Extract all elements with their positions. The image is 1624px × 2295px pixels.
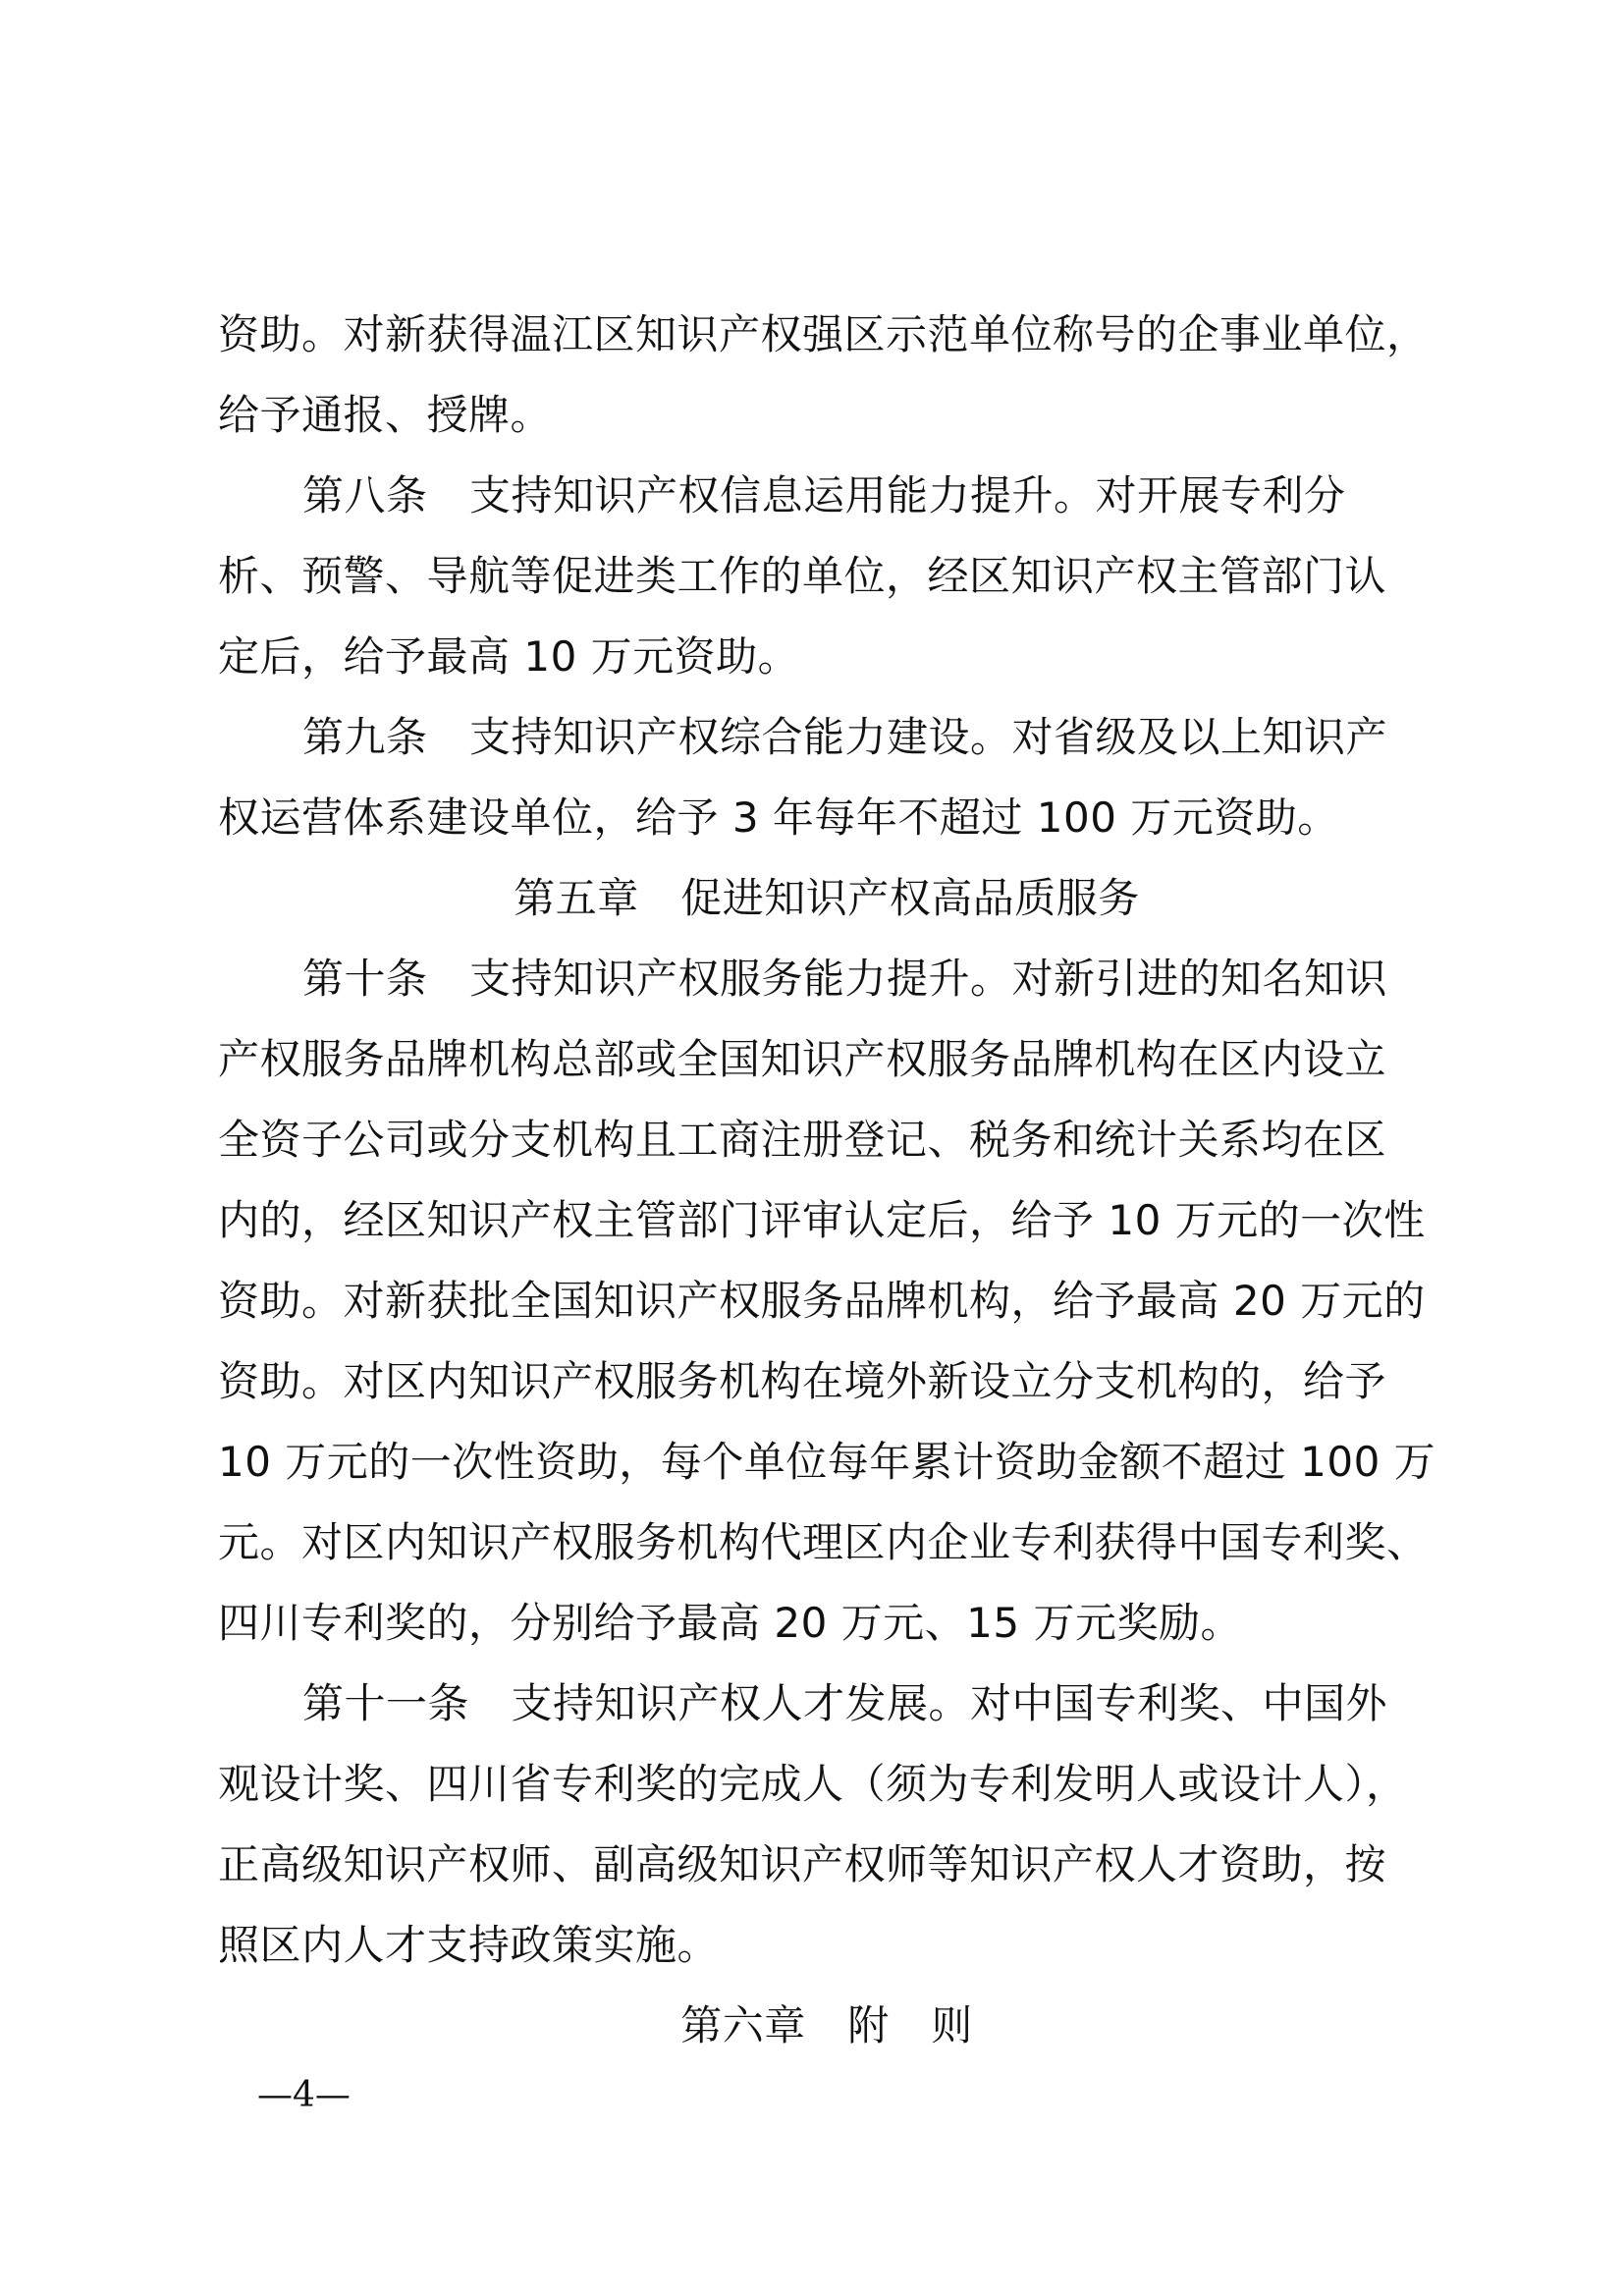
article-9-start: 第九条 支持知识产权综合能力建设。对省级及以上知识产 bbox=[302, 713, 1388, 761]
text-line: 资助。对新获得温江区知识产权强区示范单位称号的企事业单位， bbox=[218, 310, 1429, 358]
document-body bbox=[218, 295, 1435, 2066]
page-number: —4— bbox=[257, 2075, 351, 2115]
text-line: 照区内人才支持政策实施。 bbox=[218, 1921, 720, 1969]
text-line: 10 万元的一次性资助，每个单位每年累计资助金额不超过 100 万 bbox=[218, 1438, 1436, 1486]
text-line: 全资子公司或分支机构且工商注册登记、税务和统计关系均在区 bbox=[218, 1116, 1387, 1164]
text-line: 四川专利奖的，分别给予最高 20 万元、15 万元奖励。 bbox=[218, 1599, 1242, 1647]
chapter-5-heading: 第五章 促进知识产权高品质服务 bbox=[514, 874, 1140, 922]
article-10-start: 第十条 支持知识产权服务能力提升。对新引进的知名知识 bbox=[302, 955, 1388, 1003]
text-line: 观设计奖、四川省专利奖的完成人（须为专利发明人或设计人）， bbox=[218, 1760, 1408, 1808]
article-11-start: 第十一条 支持知识产权人才发展。对中国专利奖、中国外 bbox=[302, 1679, 1388, 1727]
text-line: 内的，经区知识产权主管部门评审认定后，给予 10 万元的一次性 bbox=[218, 1196, 1426, 1244]
text-line: 资助。对新获批全国知识产权服务品牌机构，给予最高 20 万元的 bbox=[218, 1277, 1426, 1325]
text-line: 产权服务品牌机构总部或全国知识产权服务品牌机构在区内设立 bbox=[218, 1035, 1387, 1083]
text-line: 析、预警、导航等促进类工作的单位，经区知识产权主管部门认 bbox=[218, 552, 1387, 600]
text-line: 给予通报、授牌。 bbox=[218, 391, 553, 439]
text-line: 正高级知识产权师、副高级知识产权师等知识产权人才资助，按 bbox=[218, 1840, 1387, 1888]
text-line: 资助。对区内知识产权服务机构在境外新设立分支机构的，给予 bbox=[218, 1357, 1387, 1405]
article-8-start: 第八条 支持知识产权信息运用能力提升。对开展专利分 bbox=[302, 471, 1346, 519]
text-line: 权运营体系建设单位，给予 3 年每年不超过 100 万元资助。 bbox=[218, 793, 1339, 842]
chapter-6-heading: 第六章 附 则 bbox=[680, 2001, 973, 2049]
text-line: 元。对区内知识产权服务机构代理区内企业专利获得中国专利奖、 bbox=[218, 1518, 1429, 1566]
text-line: 定后，给予最高 10 万元资助。 bbox=[218, 632, 800, 681]
